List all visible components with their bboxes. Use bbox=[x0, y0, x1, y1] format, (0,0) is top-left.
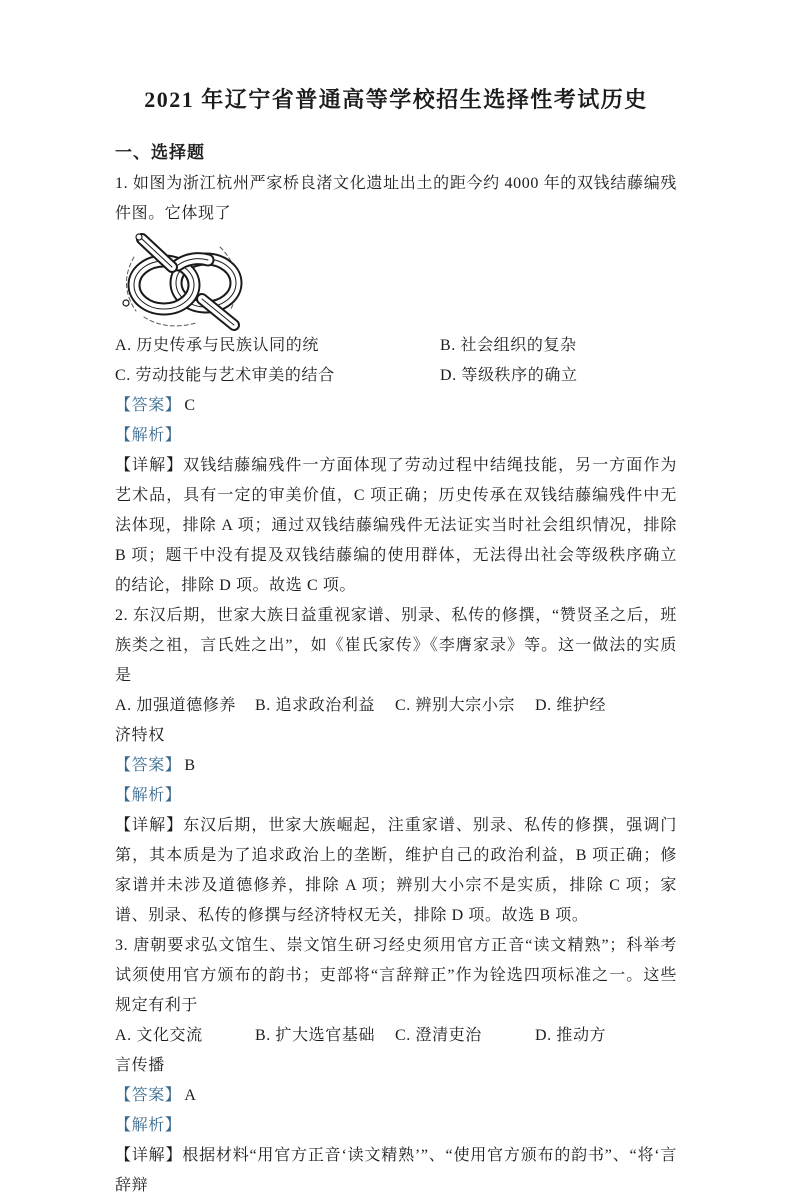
option-b: B. 扩大选官基础 bbox=[255, 1027, 376, 1044]
analysis-label: 【解析】 bbox=[115, 787, 182, 804]
question-stem: 1. 如图为浙江杭州严家桥良渚文化遗址出土的距今约 4000 年的双钱结藤编残件图。它体现了 bbox=[115, 175, 677, 222]
options-row bbox=[115, 1021, 677, 1051]
detail-text: 【详解】双钱结藤编残件一方面体现了劳动过程中结绳技能，另一方面作为艺术品，具有一定的审美价值，C 项正确；历史传承在双钱结藤编残件中无法体现，排除 A 项；通过双钱结藤编残件无法证实当时社会组织情况，排除 B 项；题干中没有提及双钱结藤编的使用群体，无法得出社会等级秩序确立的结论，排除 D 项。故选 C 项。 bbox=[115, 457, 677, 594]
answer-value: B bbox=[184, 757, 196, 774]
option-d-wrap: 济特权 bbox=[115, 727, 165, 744]
analysis-line bbox=[115, 421, 677, 451]
answer-label: 【答案】 bbox=[115, 1087, 182, 1104]
option-c: C. 澄清吏治 bbox=[395, 1027, 482, 1044]
answer-value: C bbox=[184, 397, 196, 414]
options-row bbox=[115, 361, 677, 391]
question-block-3 bbox=[115, 931, 677, 1201]
detail-text: 【详解】根据材料“用官方正音‘读文精熟’”、“使用官方颁布的韵书”、“将‘言辞辩 bbox=[115, 1147, 677, 1194]
analysis-line bbox=[115, 1111, 677, 1141]
answer-line bbox=[115, 751, 677, 781]
option-c: C. 劳动技能与艺术审美的结合 bbox=[115, 367, 335, 384]
answer-label: 【答案】 bbox=[115, 757, 182, 774]
question-block-2 bbox=[115, 601, 677, 931]
question-stem: 2. 东汉后期，世家大族日益重视家谱、别录、私传的修撰，“赞贤圣之后，班族类之祖，言氏姓之出”，如《崔氏家传》《李膺家录》等。这一做法的实质是 bbox=[115, 607, 677, 684]
answer-line bbox=[115, 391, 677, 421]
option-c: C. 辨别大宗小宗 bbox=[395, 697, 516, 714]
detail-text: 【详解】东汉后期，世家大族崛起，注重家谱、别录、私传的修撰，强调门第，其本质是为了追求政治上的垄断，维护自己的政治利益，B 项正确；修家谱并未涉及道德修养，排除 A 项；辨别大小宗不是实质，排除 C 项；家谱、别录、私传的修撰与经济特权无关，排除 D 项。故选 B 项。 bbox=[115, 817, 677, 924]
analysis-line bbox=[115, 781, 677, 811]
option-a: A. 加强道德修养 bbox=[115, 697, 236, 714]
question-stem: 3. 唐朝要求弘文馆生、崇文馆生研习经史须用官方正音“读文精熟”；科举考试须使用官方颁布的韵书；吏部将“言辞辩正”作为铨选四项标准之一。这些规定有利于 bbox=[115, 937, 677, 1014]
answer-label: 【答案】 bbox=[115, 397, 182, 414]
analysis-label: 【解析】 bbox=[115, 1117, 182, 1134]
page-title: 2021 年辽宁省普通高等学校招生选择性考试历史 bbox=[144, 87, 648, 112]
option-a: A. 文化交流 bbox=[115, 1027, 203, 1044]
options-row bbox=[115, 331, 677, 361]
option-d: D. 推动方 bbox=[535, 1027, 607, 1044]
option-b: B. 追求政治利益 bbox=[255, 697, 376, 714]
double-coin-knot-image bbox=[118, 231, 256, 329]
question-figure bbox=[118, 231, 677, 331]
analysis-label: 【解析】 bbox=[115, 427, 182, 444]
option-b: B. 社会组织的复杂 bbox=[440, 337, 577, 354]
section-heading: 一、选择题 bbox=[115, 143, 205, 162]
option-d: D. 维护经 bbox=[535, 697, 607, 714]
option-a: A. 历史传承与民族认同的统 bbox=[115, 337, 319, 354]
options-row bbox=[115, 691, 677, 721]
question-block-1 bbox=[115, 169, 677, 601]
answer-value: A bbox=[184, 1087, 197, 1104]
option-d-wrap: 言传播 bbox=[115, 1057, 165, 1074]
option-d: D. 等级秩序的确立 bbox=[440, 367, 578, 384]
answer-line bbox=[115, 1081, 677, 1111]
